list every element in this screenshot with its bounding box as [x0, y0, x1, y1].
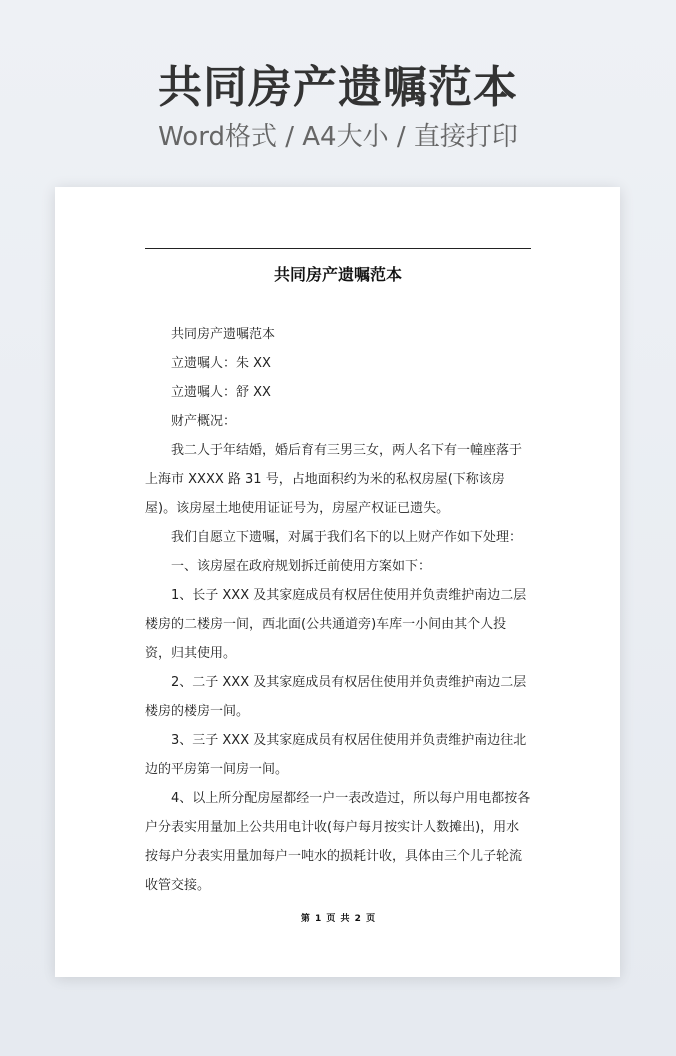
banner-subtitle: Word格式 / A4大小 / 直接打印: [158, 122, 518, 152]
banner-title: 共同房产遗嘱范本: [158, 62, 518, 113]
document-title: 共同房产遗嘱范本: [273, 265, 402, 284]
page-number: 第 1 页 共 2 页: [300, 914, 376, 924]
paragraph-testator-1: 立遗嘱人：朱 XX: [171, 356, 271, 371]
paragraph-item-2: 2、二子 XXX 及其家庭成员有权居住使用并负责维护南边二层楼房的楼房一间。: [145, 675, 527, 719]
paragraph-property-overview-label: 财产概况：: [171, 414, 237, 429]
document-page: [55, 187, 620, 977]
paragraph-heading: 共同房产遗嘱范本: [171, 327, 276, 342]
paragraph-declaration: 我们自愿立下遗嘱，对属于我们名下的以上财产作如下处理：: [171, 530, 523, 545]
paragraph-item-3: 3、三子 XXX 及其家庭成员有权居住使用并负责维护南边往北边的平房第一间房一间。: [145, 733, 527, 777]
paragraph-item-4: 4、以上所分配房屋都经一户一表改造过，所以每户用电都按各户分表实用量加上公共用电计收(每户每月按实计人数摊出)，用水按每户分表实用量加每户一吨水的损耗计收，具体由三个儿子轮流收管交接。: [145, 791, 531, 893]
paragraph-item-1: 1、长子 XXX 及其家庭成员有权居住使用并负责维护南边二层楼房的二楼房一间，西北面(公共通道旁)车库一小间由其个人投资，归其使用。: [145, 588, 527, 661]
paragraph-property-overview: 我二人于年结婚，婚后育有三男三女，两人名下有一幢座落于上海市 XXXX 路 31 号，占地面积约为米的私权房屋(下称该房屋)。该房屋土地使用证证号为，房屋产权证已遗失。: [145, 443, 523, 516]
paragraph-testator-2: 立遗嘱人：舒 XX: [171, 385, 271, 400]
document-body: [145, 320, 531, 900]
header-divider: [145, 248, 531, 249]
paragraph-section-1: 一、该房屋在政府规划拆迁前使用方案如下：: [171, 559, 432, 574]
